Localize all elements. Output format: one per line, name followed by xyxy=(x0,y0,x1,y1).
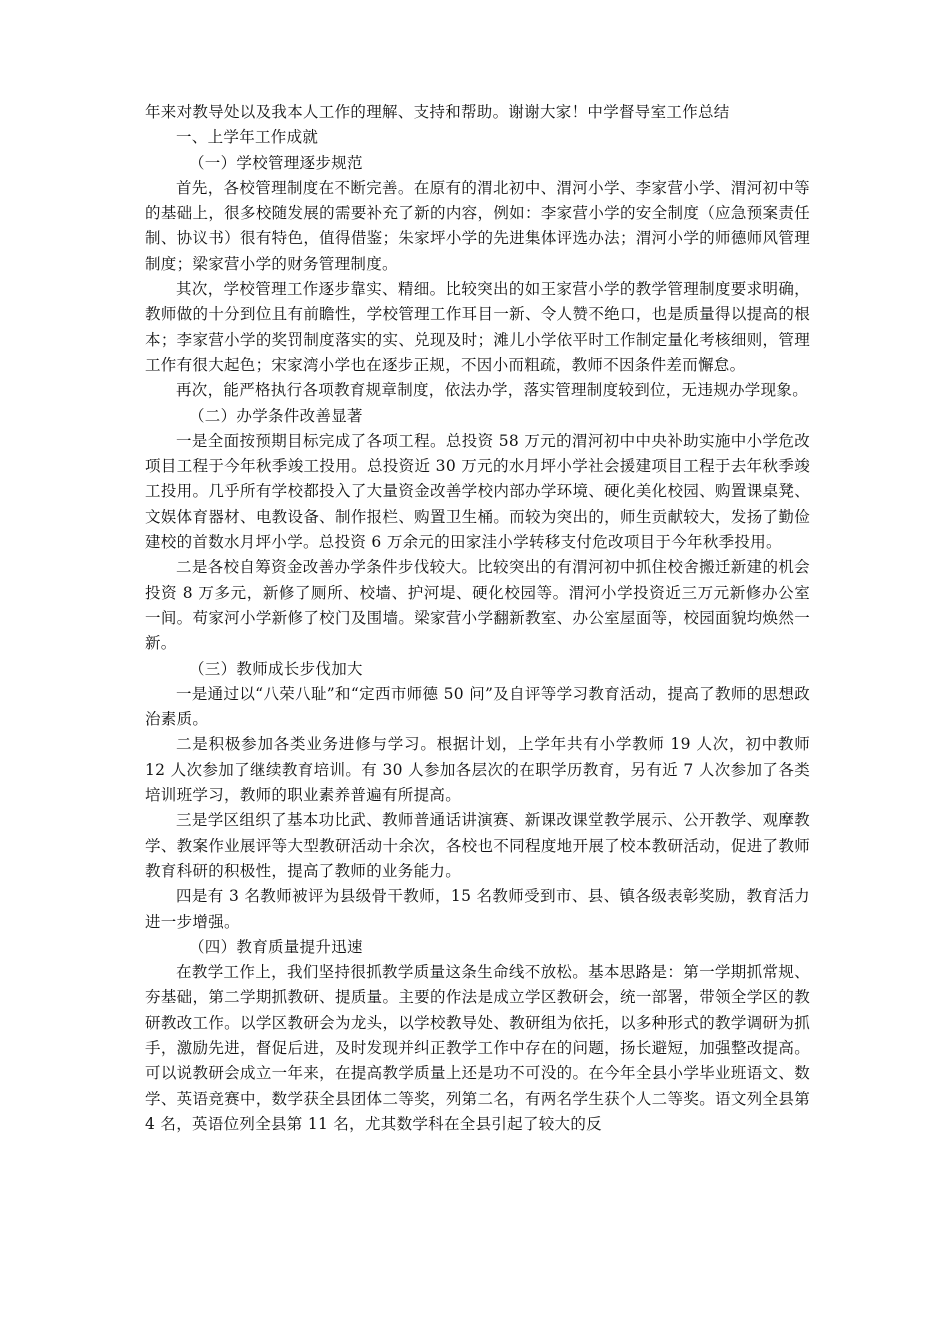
body-paragraph: 再次，能严格执行各项教育规章制度，依法办学，落实管理制度较到位，无违规办学现象。 xyxy=(176,381,809,400)
body-paragraph: 三是学区组织了基本功比武、教师普通话讲演赛、新课改课堂教学展示、公开教学、观摩教学、教案作业展评等大型教研活动十余次，各校也不同程度地开展了校本教研活动，促进了教师教育科研的积极性，提高了教师的业务能力。 xyxy=(145,811,810,880)
body-paragraph: 在教学工作上，我们坚持很抓教学质量这条生命线不放松。基本思路是：第一学期抓常规、夯基础，第二学期抓教研、提质量。主要的作法是成立学区教研会，统一部署，带领全学区的教研教改工作。以学区教研会为龙头，以学校教导处、教研组为依托，以多种形式的教学调研为抓手，激励先进，督促后进，及时发现并纠正教学工作中存在的问题，扬长避短，加强整改提高。可以说教研会成立一年来，在提高教学质量上还是功不可没的。在今年全县小学毕业班语文、数学、英语竞赛中，数学获全县团体二等奖，列第二名，有两名学生获个人二等奖。语文列全县第 4 名，英语位列全县第 11 名，尤其数学科在全县引起了较大的反 xyxy=(145,963,810,1133)
subsection-heading: （一）学校管理逐步规范 xyxy=(189,153,363,172)
body-paragraph: 其次，学校管理工作逐步靠实、精细。比较突出的如王家营小学的教学管理制度要求明确，教师做的十分到位且有前瞻性，学校管理工作耳目一新、令人赞不绝口，也是质量得以提高的根本；李家营小学的奖罚制度落实的实、兑现及时；滩儿小学依平时工作制定量化考核细则，管理工作有很大起色；宋家湾小学也在逐步正规，不因小而粗疏，教师不因条件差而懈怠。 xyxy=(145,280,810,374)
subsection-heading: （二）办学条件改善显著 xyxy=(189,406,363,425)
body-paragraph: 一是通过以“八荣八耻”和“定西市师德 50 问”及自评等学习教育活动，提高了教师的思想政治素质。 xyxy=(145,684,810,729)
subsection-heading: （三）教师成长步伐加大 xyxy=(189,659,363,678)
subsection-heading: （四）教育质量提升迅速 xyxy=(189,937,363,956)
body-paragraph: 首先，各校管理制度在不断完善。在原有的渭北初中、渭河小学、李家营小学、渭河初中等的基础上，很多校随发展的需要补充了新的内容，例如：李家营小学的安全制度（应急预案责任制、协议书）很有特色，值得借鉴；朱家坪小学的先进集体评选办法；渭河小学的师德师风管理制度；梁家营小学的财务管理制度。 xyxy=(145,178,810,273)
body-paragraph: 二是各校自筹资金改善办学条件步伐较大。比较突出的有渭河初中抓住校舍搬迁新建的机会投资 8 万多元，新修了厕所、校墙、护河堤、硬化校园等。渭河小学投资近三万元新修办公室一间。苟家河小学新修了校门及围墙。梁家营小学翻新教室、办公室屋面等，校园面貌均焕然一新。 xyxy=(145,558,810,653)
section-heading: 一、上学年工作成就 xyxy=(176,128,319,147)
body-paragraph: 二是积极参加各类业务进修与学习。根据计划，上学年共有小学教师 19 人次，初中教师 12 人次参加了继续教育培训。有 30 人参加各层次的在职学历教育，另有近 7 人次参加了各类培训班学习，教师的职业素养普遍有所提高。 xyxy=(145,735,810,805)
body-paragraph: 一是全面按预期目标完成了各项工程。总投资 58 万元的渭河初中中央补助实施中小学危改项目工程于今年秋季竣工投用。总投资近 30 万元的水月坪小学社会援建项目工程于去年秋季竣工投用。几乎所有学校都投入了大量资金改善学校内部办学环境、硬化美化校园、购置课桌凳、文娱体育器材、电教设备、制作报栏、购置卫生桶。而较为突出的，师生贡献较大，发扬了勤俭建校的首数水月坪小学。总投资 6 万余元的田家洼小学转移支付危改项目于今年秋季投用。 xyxy=(145,431,810,552)
body-paragraph: 四是有 3 名教师被评为县级骨干教师，15 名教师受到市、县、镇各级表彰奖励，教育活力进一步增强。 xyxy=(145,887,810,931)
paragraph-continued: 年来对教导处以及我本人工作的理解、支持和帮助。谢谢大家！中学督导室工作总结 xyxy=(145,103,730,121)
document-body xyxy=(145,100,810,1137)
